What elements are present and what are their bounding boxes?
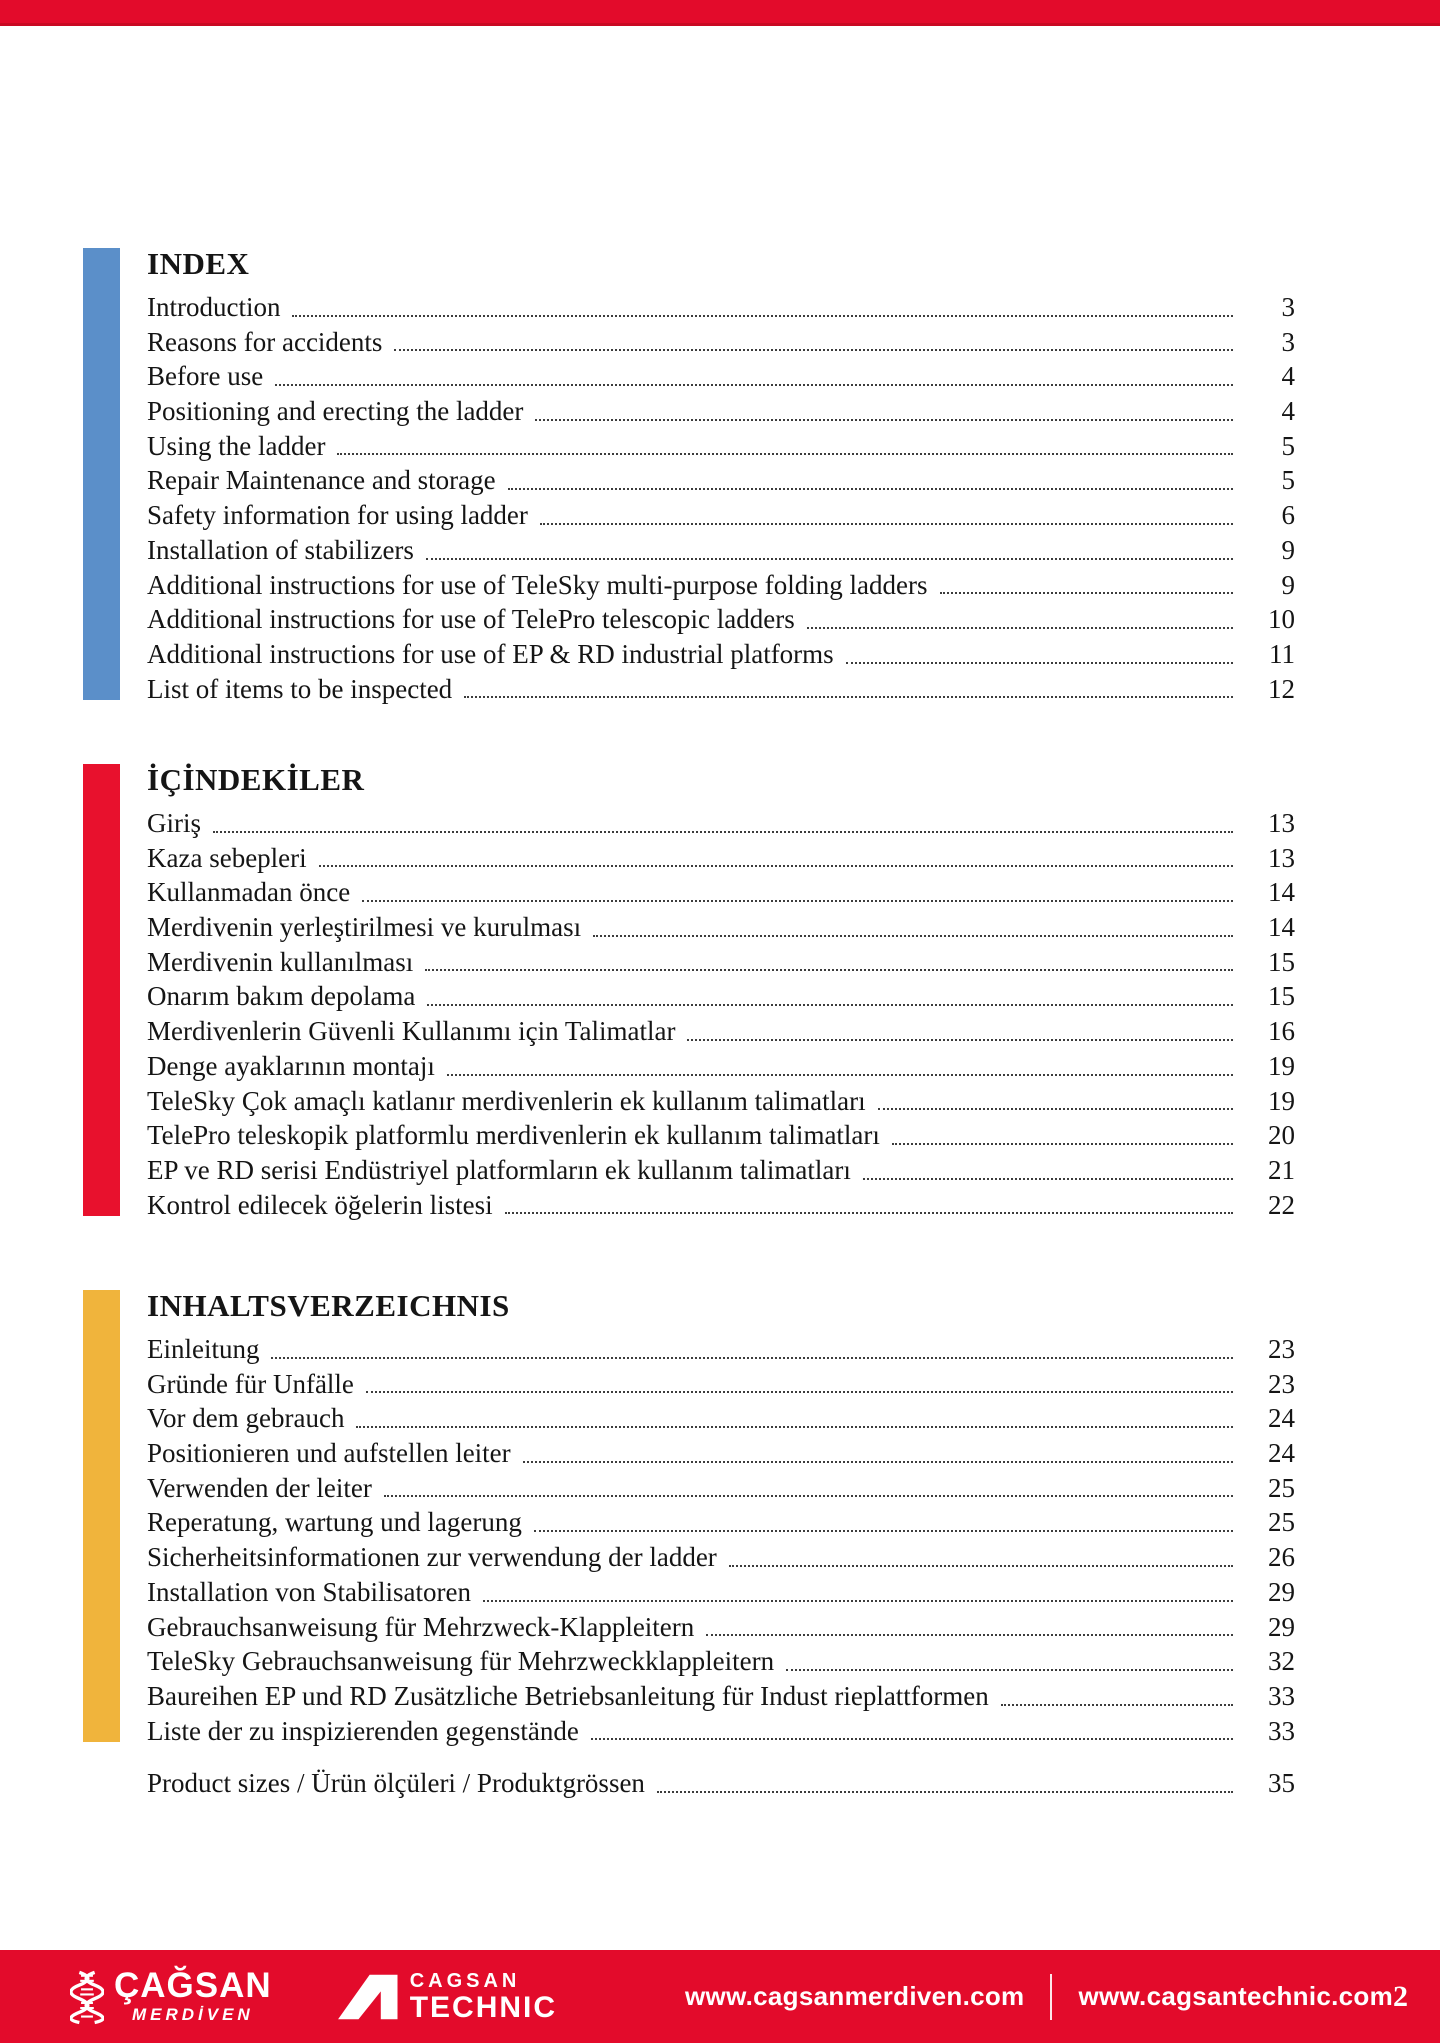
entry-page-number: 26 (1268, 1542, 1295, 1573)
entry-label: Baureihen EP und RD Zusätzliche Betriebsanleitung für Indust rieplattformen (147, 1680, 989, 1711)
entry-label: Additional instructions for use of TelePro telescopic ladders (147, 604, 795, 635)
entry-page-number: 6 (1281, 500, 1295, 531)
entry-page-number: 19 (1268, 1085, 1295, 1116)
entry-page-number: 33 (1268, 1680, 1295, 1711)
dotted-leader (362, 900, 1233, 902)
product-sizes-page-number: 35 (1268, 1768, 1295, 1798)
toc-entry (147, 325, 1295, 360)
entry-page-number: 29 (1268, 1576, 1295, 1607)
dotted-leader (846, 662, 1233, 664)
dotted-leader (464, 696, 1233, 698)
entry-page-number: 24 (1268, 1438, 1295, 1469)
toc-entry (147, 359, 1295, 394)
url-divider (1050, 1974, 1052, 2020)
entry-page-number: 9 (1281, 569, 1295, 600)
entry-page-number: 3 (1281, 326, 1295, 357)
entry-page-number: 22 (1268, 1189, 1295, 1220)
toc-entry (147, 672, 1295, 707)
entry-label: Installation of stabilizers (147, 534, 414, 565)
dotted-leader (366, 1391, 1233, 1393)
entry-label: Merdivenin yerleştirilmesi ve kurulması (147, 912, 582, 943)
dotted-leader (540, 523, 1233, 525)
entry-label: Positioning and erecting the ladder (147, 396, 524, 427)
entry-page-number: 15 (1268, 981, 1295, 1012)
entry-label: Liste der zu inspizierenden gegenstände (147, 1715, 579, 1746)
entry-label: List of items to be inspected (147, 673, 453, 704)
dotted-leader (1001, 1704, 1233, 1706)
dotted-leader (863, 1178, 1233, 1180)
dotted-leader (213, 831, 1233, 833)
entry-page-number: 32 (1268, 1646, 1295, 1677)
entry-page-number: 3 (1281, 292, 1295, 322)
entry-page-number: 14 (1268, 912, 1295, 943)
entry-page-number: 14 (1268, 877, 1295, 908)
entry-page-number: 25 (1268, 1472, 1295, 1503)
toc-entry (147, 1644, 1295, 1679)
toc-entry (147, 1610, 1295, 1645)
product-sizes-row (147, 1766, 1295, 1801)
footer (0, 1950, 1440, 2043)
entry-page-number: 19 (1268, 1050, 1295, 1081)
dotted-leader (523, 1461, 1233, 1463)
toc-entry (147, 429, 1295, 464)
entry-page-number: 25 (1268, 1507, 1295, 1538)
technic-bottom-label: TECHNIC (409, 1990, 558, 2024)
entry-label: Onarım bakım depolama (147, 981, 416, 1012)
toc-entry (147, 498, 1295, 533)
dotted-leader (425, 969, 1233, 971)
dotted-leader (394, 349, 1233, 351)
dotted-leader (657, 1791, 1233, 1793)
entry-label: Vor dem gebrauch (147, 1403, 345, 1434)
section-content (147, 246, 1295, 706)
entry-label: Einleitung (147, 1334, 260, 1364)
entry-label: EP ve RD serisi Endüstriyel platformların ek kullanım talimatları (147, 1154, 851, 1185)
footer-urls (685, 1974, 1393, 2020)
toc-section-icindekiler-tr (83, 762, 1295, 1222)
entry-label: Denge ayaklarının montajı (147, 1050, 435, 1081)
section-title: INHALTSVERZEICHNIS (147, 1288, 510, 1323)
toc-entry (147, 910, 1295, 945)
brand-title: ÇAĞSAN (114, 1965, 272, 2005)
dotted-leader (940, 592, 1234, 594)
section-entries (147, 806, 1295, 1222)
entry-page-number: 9 (1281, 534, 1295, 565)
toc-entry (147, 1714, 1295, 1749)
dotted-leader (892, 1143, 1233, 1145)
entry-page-number: 15 (1268, 946, 1295, 977)
entry-label: Gebrauchsanweisung für Mehrzweck-Klappleitern (147, 1611, 695, 1642)
dotted-leader (427, 1004, 1233, 1006)
entry-page-number: 4 (1281, 361, 1295, 392)
entry-page-number: 10 (1268, 604, 1295, 635)
entry-label: Installation von Stabilisatoren (147, 1576, 471, 1607)
entry-label: Positionieren und aufstellen leiter (147, 1438, 511, 1469)
entry-label: Kullanmadan önce (147, 877, 351, 908)
cagsan-merdiven-logo (70, 1966, 272, 2028)
cagsan-technic-logo (332, 1970, 557, 2024)
entry-label: TelePro teleskopik platformlu merdivenlerin ek kullanım talimatları (147, 1120, 880, 1151)
dotted-leader (292, 315, 1233, 317)
toc-entry (147, 1505, 1295, 1540)
toc-entry (147, 841, 1295, 876)
section-content (147, 762, 1295, 1222)
brand-subtitle: MERDİVEN (131, 2004, 254, 2024)
footer-page-number: 2 (1393, 1979, 1408, 2013)
entry-page-number: 4 (1281, 396, 1295, 427)
section-accent-bar (83, 764, 120, 1216)
entry-page-number: 13 (1268, 808, 1295, 838)
toc-entry (147, 806, 1295, 841)
toc-entry (147, 602, 1295, 637)
technic-text-block (410, 1970, 557, 2024)
dotted-leader (591, 1738, 1233, 1740)
entry-label: TeleSky Çok amaçlı katlanır merdivenlerin ek kullanım talimatları (147, 1085, 866, 1116)
footer-url-right: www.cagsantechnic.com (1078, 1981, 1393, 2011)
entry-label: Introduction (147, 292, 281, 322)
entry-page-number: 5 (1281, 465, 1295, 496)
product-sizes-label: Product sizes / Ürün ölçüleri / Produktgrössen (147, 1768, 645, 1798)
dotted-leader (706, 1634, 1233, 1636)
toc-section-index-en (83, 246, 1295, 706)
dotted-leader (426, 558, 1233, 560)
toc-entry (147, 290, 1295, 325)
entry-page-number: 13 (1268, 842, 1295, 873)
entry-label: Using the ladder (147, 430, 326, 461)
entry-label: Reasons for accidents (147, 326, 383, 357)
entry-label: Sicherheitsinformationen zur verwendung der ladder (147, 1542, 717, 1573)
section-accent-bar (83, 1290, 120, 1742)
toc-entry (147, 394, 1295, 429)
dotted-leader (508, 488, 1233, 490)
dotted-leader (687, 1039, 1233, 1041)
dotted-leader (356, 1426, 1233, 1428)
technic-icon (332, 1971, 398, 2023)
entry-page-number: 5 (1281, 430, 1295, 461)
toc-entry (147, 637, 1295, 672)
entry-label: Reperatung, wartung und lagerung (147, 1507, 522, 1538)
toc-entry (147, 1575, 1295, 1610)
entry-page-number: 16 (1268, 1016, 1295, 1047)
toc-entry (147, 463, 1295, 498)
dotted-leader (786, 1669, 1233, 1671)
toc-entry (147, 1084, 1295, 1119)
toc-entry (147, 1332, 1295, 1367)
dotted-leader (447, 1074, 1233, 1076)
toc-entry (147, 1367, 1295, 1402)
toc-entry (147, 533, 1295, 568)
toc-entry (147, 568, 1295, 603)
toc-section-inhaltsverzeichnis-de (83, 1288, 1295, 1748)
dotted-leader (337, 453, 1233, 455)
entry-page-number: 24 (1268, 1403, 1295, 1434)
dotted-leader (483, 1600, 1233, 1602)
dotted-leader (319, 865, 1233, 867)
technic-top-label: CAGSAN (409, 1969, 521, 1992)
entry-label: Gründe für Unfälle (147, 1368, 354, 1399)
toc-entry (147, 875, 1295, 910)
toc-entry (147, 1471, 1295, 1506)
toc-entry (147, 1401, 1295, 1436)
section-title: INDEX (147, 246, 250, 281)
toc-entry (147, 1436, 1295, 1471)
entry-label: Before use (147, 361, 264, 392)
dotted-leader (384, 1495, 1233, 1497)
toc-entry (147, 1153, 1295, 1188)
entry-label: Kontrol edilecek öğelerin listesi (147, 1189, 493, 1220)
entry-label: Additional instructions for use of TeleSky multi-purpose folding ladders (147, 569, 928, 600)
top-red-bar (0, 0, 1440, 26)
entry-label: TeleSky Gebrauchsanweisung für Mehrzweckklappleitern (147, 1646, 775, 1677)
entry-page-number: 11 (1269, 638, 1295, 669)
toc-entry (147, 1540, 1295, 1575)
section-entries (147, 290, 1295, 706)
entry-label: Merdivenin kullanılması (147, 946, 414, 977)
footer-url-left: www.cagsanmerdiven.com (685, 1981, 1025, 2011)
entry-page-number: 29 (1268, 1611, 1295, 1642)
entry-label: Merdivenlerin Güvenli Kullanımı için Talimatlar (147, 1016, 676, 1047)
section-entries (147, 1332, 1295, 1748)
entry-label: Verwenden der leiter (147, 1472, 372, 1503)
dna-helix-icon (70, 1966, 104, 2028)
brand-text-block (114, 1965, 272, 2025)
entry-label: Repair Maintenance and storage (147, 465, 496, 496)
dotted-leader (878, 1108, 1233, 1110)
dotted-leader (275, 384, 1233, 386)
dotted-leader (593, 935, 1233, 937)
dotted-leader (535, 419, 1233, 421)
dotted-leader (807, 627, 1233, 629)
entry-label: Additional instructions for use of EP & RD industrial platforms (147, 638, 834, 669)
toc-entry (147, 1014, 1295, 1049)
toc-entry (147, 945, 1295, 980)
entry-label: Giriş (147, 808, 201, 838)
toc-entry (147, 979, 1295, 1014)
entry-label: Kaza sebepleri (147, 842, 307, 873)
section-content (147, 1288, 1295, 1748)
toc-entry (147, 1049, 1295, 1084)
dotted-leader (534, 1530, 1233, 1532)
entry-page-number: 33 (1268, 1715, 1295, 1746)
toc-entry (147, 1679, 1295, 1714)
dotted-leader (271, 1357, 1233, 1359)
entry-page-number: 12 (1268, 673, 1295, 704)
section-accent-bar (83, 248, 120, 700)
dotted-leader (729, 1565, 1233, 1567)
entry-page-number: 20 (1268, 1120, 1295, 1151)
dotted-leader (505, 1212, 1233, 1214)
entry-label: Safety information for using ladder (147, 500, 528, 531)
entry-page-number: 21 (1268, 1154, 1295, 1185)
toc-entry (147, 1188, 1295, 1223)
toc-entry (147, 1118, 1295, 1153)
entry-page-number: 23 (1268, 1334, 1295, 1364)
section-title: İÇİNDEKİLER (147, 762, 365, 797)
entry-page-number: 23 (1268, 1368, 1295, 1399)
